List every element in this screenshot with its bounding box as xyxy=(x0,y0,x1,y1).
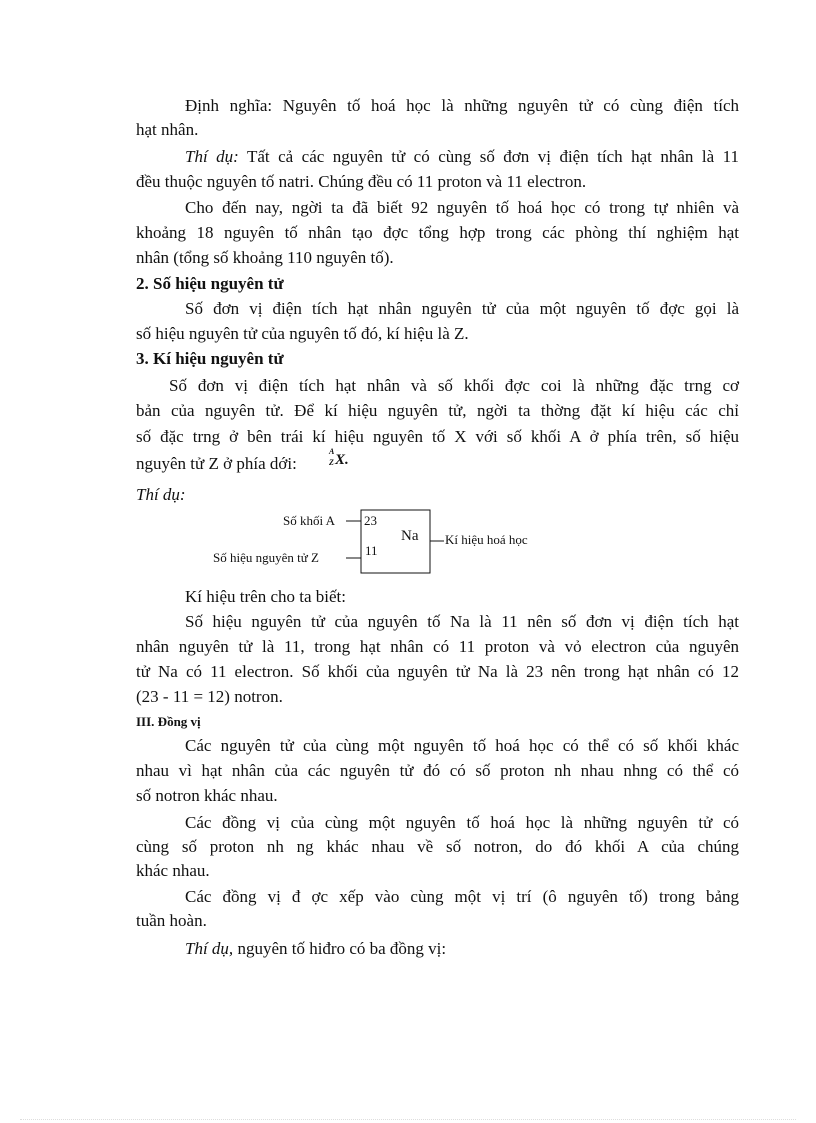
text-line xyxy=(185,938,739,960)
text-line: Số đơn vị điện tích hạt nhân nguyên tử của một nguyên tố đợc gọi là xyxy=(185,299,739,318)
text-line: hạt nhân. xyxy=(136,120,199,139)
text-line: Các đồng vị đ ợc xếp vào cùng một vị trí (ô nguyên tố) trong bảng xyxy=(185,887,739,906)
text-span: Tất cả các nguyên tử có cùng số đơn vị điện tích hạt nhân là 11 xyxy=(246,147,739,166)
text-line: số đặc trng ở bên trái kí hiệu nguyên tố X với số khối A ở phía trên, số hiệu xyxy=(136,427,739,446)
text-line: (23 - 11 = 12) notron. xyxy=(136,687,283,706)
element-symbol: X xyxy=(335,452,346,468)
text-line: nguyên tử Z ở phía dới: xyxy=(136,454,297,473)
mass-number: A xyxy=(329,447,335,456)
text-line: Kí hiệu trên cho ta biết: xyxy=(185,587,346,606)
example-label: Thí dụ: xyxy=(185,147,239,166)
text-line: bản của nguyên tử. Để kí hiệu nguyên tử, ngời ta thờng đặt kí hiệu các chỉ xyxy=(136,401,739,420)
section-heading: III. Đồng vị xyxy=(136,714,201,729)
mass-value: 23 xyxy=(364,513,377,528)
atomic-value: 11 xyxy=(365,543,378,558)
text-line: tuần hoàn. xyxy=(136,911,207,930)
nuclide-symbol xyxy=(329,447,349,469)
text-line: cùng số proton nh ng khác nhau về số notron, do đó khối A của chúng xyxy=(136,837,739,856)
section-heading: 2. Số hiệu nguyên tử xyxy=(136,274,284,293)
text-line: Các đồng vị của cùng một nguyên tố hoá học là những nguyên tử có xyxy=(185,813,739,832)
text-line: khác nhau. xyxy=(136,861,210,880)
text-line: tử Na có 11 electron. Số khối của nguyên tử Na là 23 nên trong hạt nhân có 12 xyxy=(136,662,739,681)
symbol-label: Kí hiệu hoá học xyxy=(445,532,528,547)
text-line: Số hiệu nguyên tử của nguyên tố Na là 11 nên số đơn vị điện tích hạt xyxy=(185,612,739,631)
text-line: Số đơn vị điện tích hạt nhân và số khối đợc coi là những đặc trng cơ xyxy=(169,376,739,395)
example-label: Thí dụ, xyxy=(185,939,234,958)
text-line: Định nghĩa: Nguyên tố hoá học là những nguyên tử có cùng điện tích xyxy=(185,96,739,115)
atomic-number: Z xyxy=(329,458,334,467)
text-line: đều thuộc nguyên tố natri. Chúng đều có 11 proton và 11 electron. xyxy=(136,172,587,191)
element-value: Na xyxy=(401,528,419,544)
text-span: nguyên tố hiđro có ba đồng vị: xyxy=(237,939,447,958)
mass-label: Số khối A xyxy=(283,513,336,528)
atomic-number-label: Số hiệu nguyên tử Z xyxy=(213,550,319,565)
footer-divider xyxy=(20,1119,796,1120)
section-heading: 3. Kí hiệu nguyên tử xyxy=(136,349,284,368)
text-line: số notron khác nhau. xyxy=(136,786,278,805)
text-line: nhân (tổng số khoảng 110 nguyên tố). xyxy=(136,248,394,267)
text-line xyxy=(185,146,739,168)
text-line: nhau vì hạt nhân của các nguyên tử đó có số proton nh nhau nhng có thể có xyxy=(136,761,739,780)
text-line: Các nguyên tử của cùng một nguyên tố hoá học có thể có số khối khác xyxy=(185,736,739,755)
period: . xyxy=(345,452,349,468)
text-line xyxy=(136,484,739,506)
text-line: khoảng 18 nguyên tố nhân tạo đợc tổng hợp trong các phòng thí nghiệm hạt xyxy=(136,223,739,242)
example-label: Thí dụ: xyxy=(136,485,186,504)
text-line: số hiệu nguyên tử của nguyên tố đó, kí hiệu là Z. xyxy=(136,324,469,343)
text-line: nhân nguyên tử là 11, trong hạt nhân có 11 proton và vỏ electron của nguyên xyxy=(136,637,739,656)
text-line: Cho đến nay, ngời ta đã biết 92 nguyên tố hoá học có trong tự nhiên và xyxy=(185,198,739,217)
